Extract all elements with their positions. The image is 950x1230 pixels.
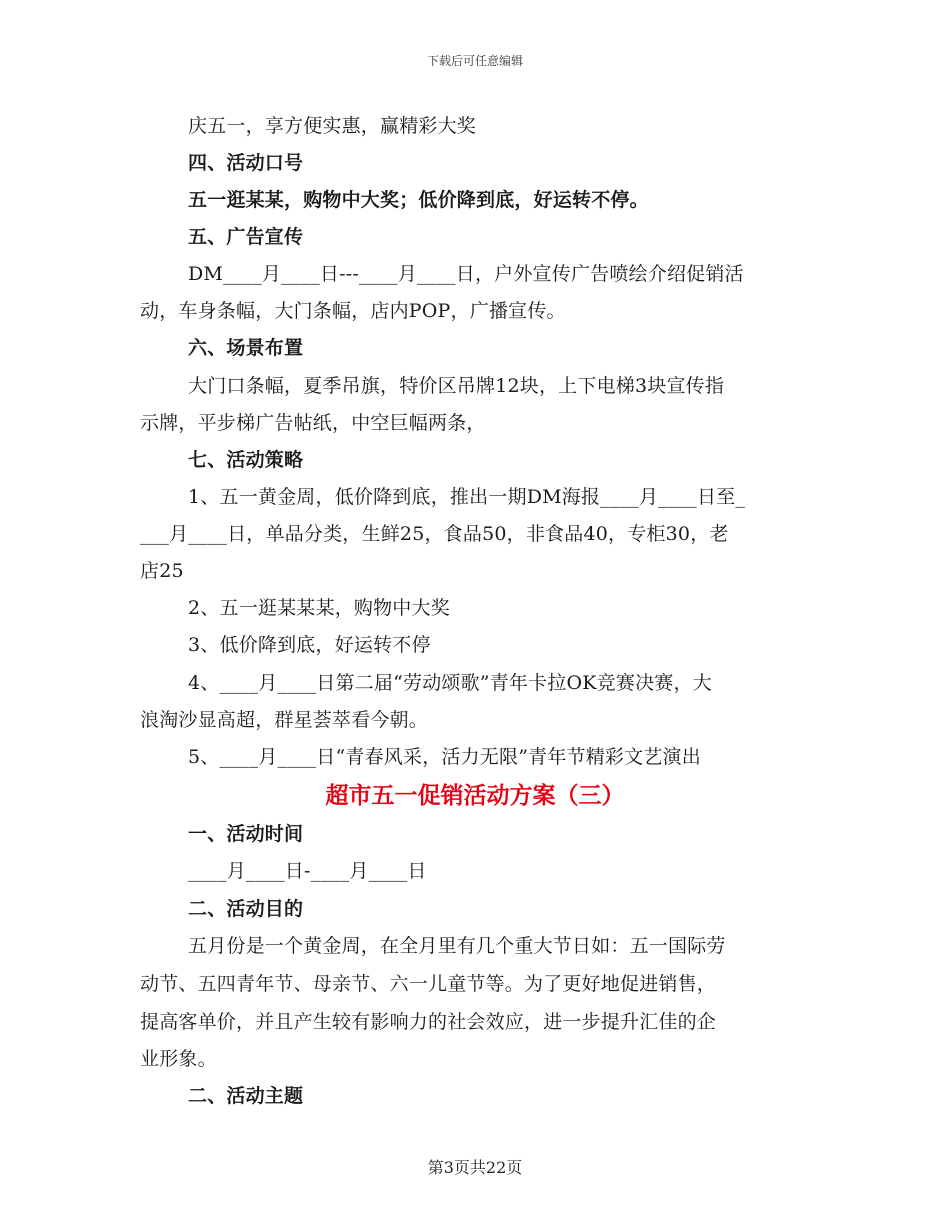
paragraph-line: ____月____日-____月____日 bbox=[188, 860, 427, 882]
paragraph-line: 动节、五四青年节、母亲节、六一儿童节等。为了更好地促进销售， bbox=[140, 973, 717, 995]
list-item: 5、____月____日“青春风采，活力无限”青年节精彩文艺演出 bbox=[188, 746, 701, 768]
paragraph-line: 五月份是一个黄金周，在全月里有几个重大节日如：五一国际劳 bbox=[188, 935, 726, 957]
list-item: 3、低价降到底，好运转不停 bbox=[188, 634, 431, 656]
list-item: 1、五一黄金周，低价降到底，推出一期DM海报____月____日至_ bbox=[188, 486, 746, 508]
slogan-line: 庆五一，享方便实惠，赢精彩大奖 bbox=[188, 115, 477, 137]
heading-scene-layout: 六、场景布置 bbox=[188, 337, 304, 359]
paragraph-line: 动，车身条幅，大门条幅，店内POP，广播宣传。 bbox=[140, 300, 566, 322]
paragraph-line: ___月____日，单品分类，生鲜25，食品50，非食品40，专柜30，老 bbox=[140, 523, 729, 545]
paragraph-line: 店25 bbox=[140, 560, 184, 582]
paragraph-line: 业形象。 bbox=[140, 1048, 217, 1070]
paragraph-line: 提高客单价，并且产生较有影响力的社会效应，进一步提升汇佳的企 bbox=[140, 1011, 717, 1033]
heading-activity-theme: 二、活动主题 bbox=[188, 1085, 304, 1107]
heading-activity-strategy: 七、活动策略 bbox=[188, 449, 304, 471]
page-footer: 第3页共22页 bbox=[427, 1158, 523, 1177]
section-title: 超市五一促销活动方案（三） bbox=[325, 783, 625, 809]
list-item: 2、五一逛某某某，购物中大奖 bbox=[188, 597, 450, 619]
heading-activity-purpose: 二、活动目的 bbox=[188, 898, 304, 920]
slogan-bold-line: 五一逛某某，购物中大奖；低价降到底，好运转不停。 bbox=[188, 189, 649, 211]
heading-activity-time: 一、活动时间 bbox=[188, 823, 304, 845]
paragraph-line: DM____月____日---____月____日，户外宣传广告喷绘介绍促销活 bbox=[188, 263, 744, 285]
list-item: 4、____月____日第二届“劳动颂歌”青年卡拉OK竞赛决赛，大 bbox=[188, 672, 712, 694]
heading-activity-slogan: 四、活动口号 bbox=[188, 152, 304, 174]
paragraph-line: 示牌，平步梯广告帖纸，中空巨幅两条， bbox=[140, 412, 486, 434]
paragraph-line: 浪淘沙显高超，群星荟萃看今朝。 bbox=[140, 709, 429, 731]
paragraph-line: 大门口条幅，夏季吊旗，特价区吊牌12块，上下电梯3块宣传指 bbox=[188, 375, 725, 397]
heading-advertising: 五、广告宣传 bbox=[188, 226, 304, 248]
page-header: 下载后可任意编辑 bbox=[426, 54, 523, 68]
